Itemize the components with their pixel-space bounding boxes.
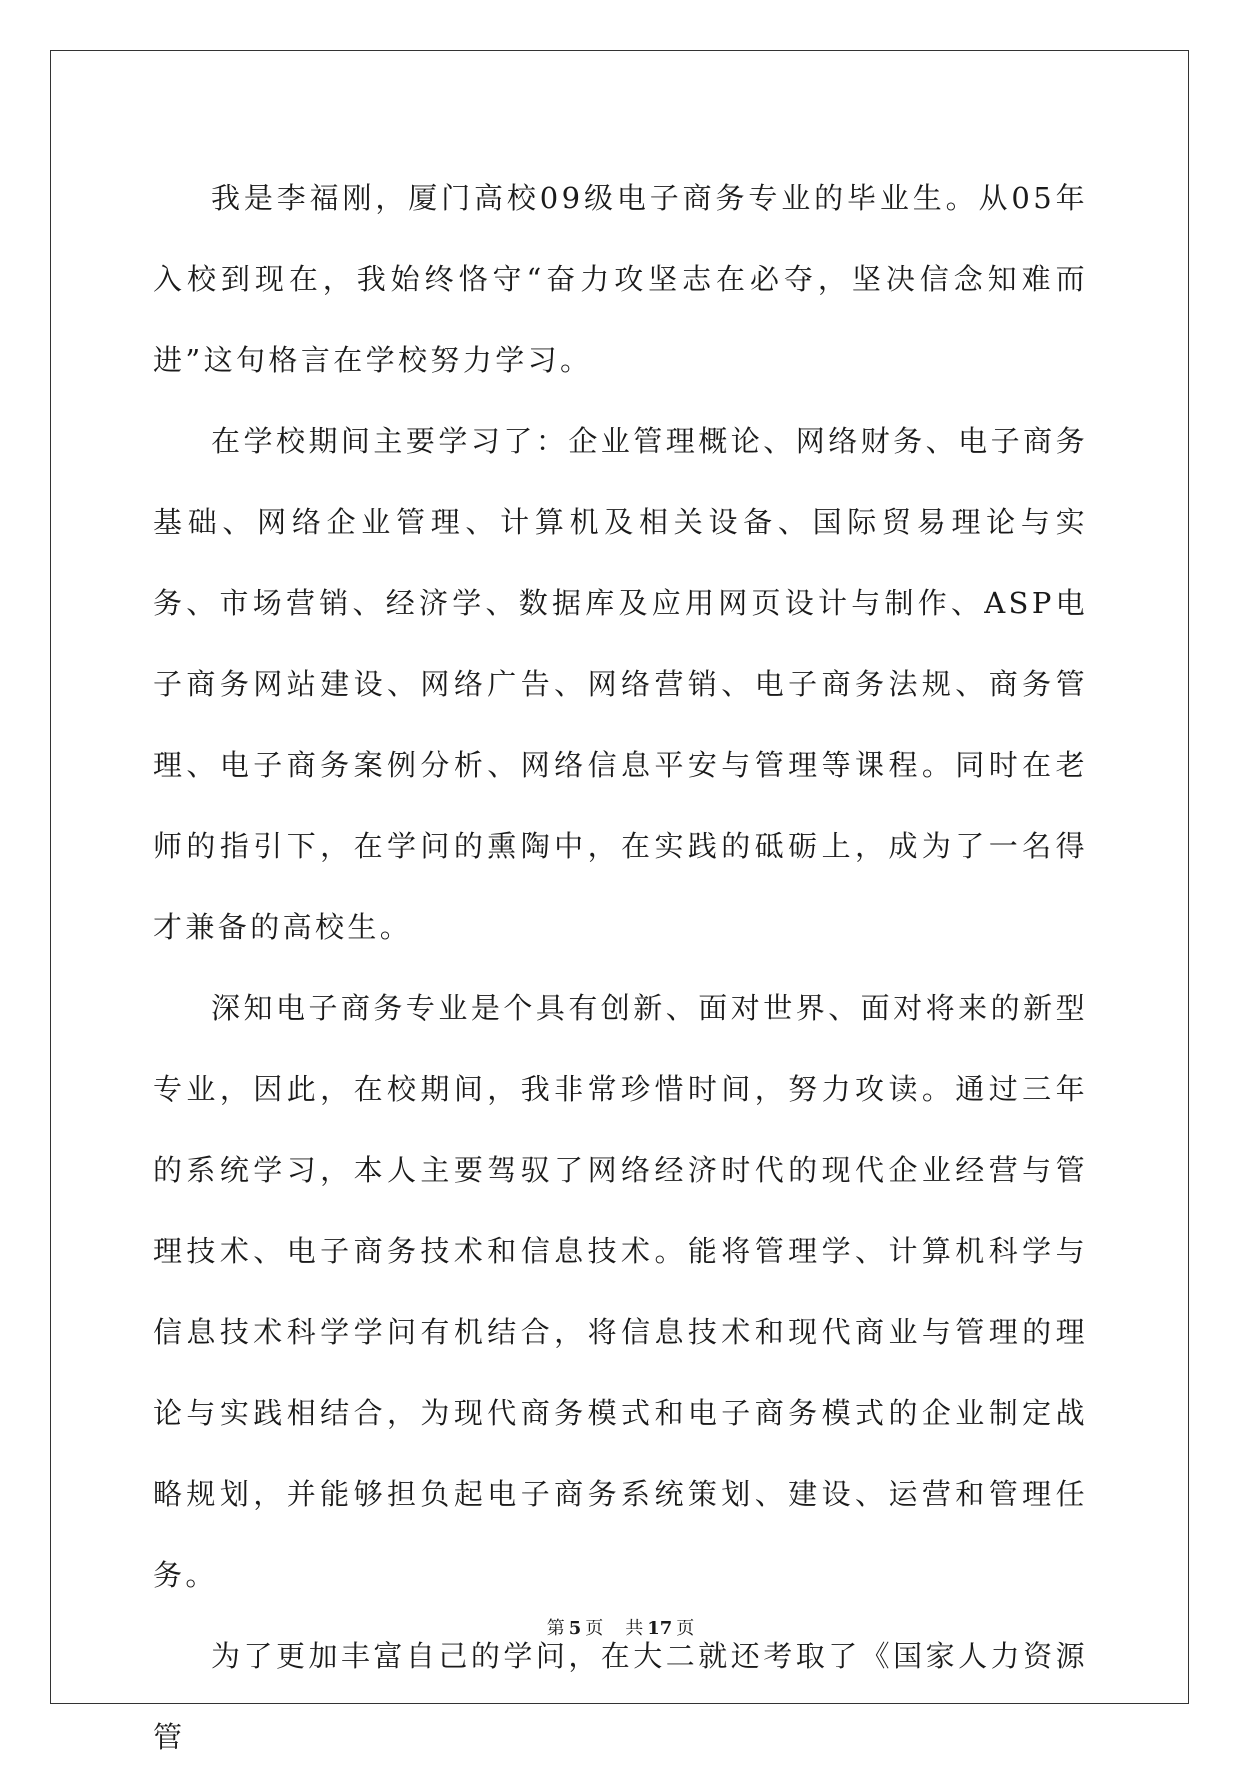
paragraph-certificate: 为了更加丰富自己的学问，在大二就还考取了《国家人力资源管 bbox=[153, 1639, 1088, 1754]
paragraph-major: 深知电子商务专业是个具有创新、面对世界、面对将来的新型专业，因此，在校期间，我非常珍惜时间，努力攻读。通过三年的系统学习，本人主要驾驭了网络经济时代的现代企业经营与管理技术、电子商务技术和信息技术。能将管理学、计算机科学与信息技术科学学问有机结合，将信息技术和现代商业与管理的理论与实践相结合，为现代商务模式和电子商务模式的企业制定战略规划，并能够担负起电子商务系统策划、建设、运营和管理任务。 bbox=[153, 991, 1088, 1592]
page-footer bbox=[0, 1614, 1241, 1640]
page-prefix: 第 bbox=[546, 1618, 565, 1639]
page-suffix: 页 bbox=[585, 1618, 604, 1639]
paragraph-courses: 在学校期间主要学习了：企业管理概论、网络财务、电子商务基础、网络企业管理、计算机及相关设备、国际贸易理论与实务、市场营销、经济学、数据库及应用网页设计与制作、ASP电子商务网站建设、网络广告、网络营销、电子商务法规、商务管理、电子商务案例分析、网络信息平安与管理等课程。同时在老师的指引下，在学问的熏陶中，在实践的砥砺上，成为了一名得才兼备的高校生。 bbox=[153, 424, 1088, 944]
total-prefix: 共 bbox=[625, 1618, 644, 1639]
page-number: 5 bbox=[568, 1618, 582, 1639]
total-pages: 17 bbox=[647, 1618, 673, 1639]
document-body bbox=[153, 158, 1088, 1778]
paragraph-intro: 我是李福刚，厦门高校09级电子商务专业的毕业生。从05年入校到现在，我始终恪守“奋力攻坚志在必夺，坚决信念知难而进”这句格言在学校努力学习。 bbox=[153, 181, 1088, 377]
total-suffix: 页 bbox=[676, 1618, 695, 1639]
